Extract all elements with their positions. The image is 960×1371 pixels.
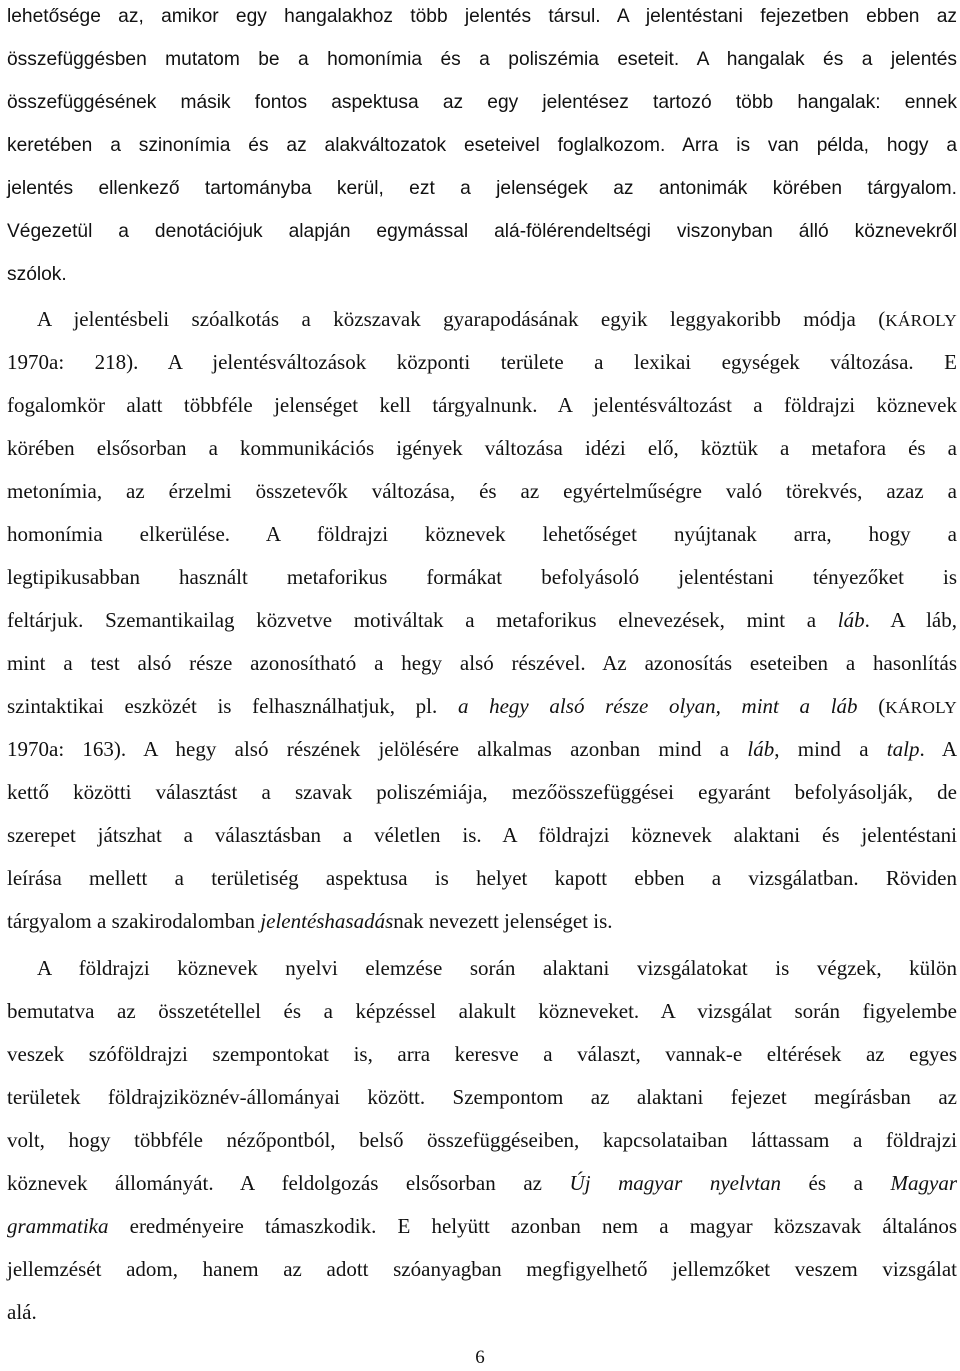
- author-name: KÁROLY: [885, 698, 957, 717]
- text-line: jellemzését adom, hanem az adott szóanyagban megfigyelhető jellemzőket veszem vizsgálat: [7, 1257, 957, 1281]
- text-line: [7, 691, 957, 721]
- text-run: A jelentésbeli szóalkotás a közszavak gyarapodásának egyik leggyakoribb módja (: [37, 307, 886, 331]
- text-run: . A láb,: [864, 608, 957, 632]
- text-line: homonímia elkerülése. A földrajzi köznevek lehetőséget nyújtanak arra, hogy a: [7, 522, 957, 546]
- italic-example: a hegy alsó része olyan, mint a láb: [457, 694, 858, 718]
- text-line: fogalomkör alatt többféle jelenséget kell tárgyalnunk. A jelentésváltozást a földrajzi köznevek: [7, 393, 957, 417]
- text-line: keretében a szinonímia és az alakváltozatok eseteivel foglalkozom. Arra is van példa, hogy a: [7, 135, 957, 156]
- italic-book-title: Magyar: [890, 1171, 957, 1195]
- italic-term: talp: [886, 737, 920, 761]
- text-run: köznevek állományát. A feldolgozás elsősorban az: [7, 1171, 570, 1195]
- text-run: . A: [919, 737, 957, 761]
- text-line: mint a test alsó része azonosítható a hegy alsó részével. Az azonosítás eseteiben a hasonlítás: [7, 651, 957, 675]
- text-line: Végezetül a denotációjuk alapján egymással alá-fölérendeltségi viszonyban álló köznevekről: [7, 221, 957, 242]
- text-line: kettő közötti választást a szavak poliszémiája, mezőösszefüggései egyaránt befolyásolják, de: [7, 780, 957, 804]
- text-line: 1970a: 218). A jelentésváltozások központi területe a lexikai egységek változása. E: [7, 350, 957, 374]
- text-line: leírása mellett a területiség aspektusa is helyet kapott ebben a vizsgálatban. Röviden: [7, 866, 957, 890]
- text-line: körében elsősorban a kommunikációs igények változása idézi elő, köztük a metafora és a: [7, 436, 957, 460]
- paragraph-first-line: [7, 304, 957, 334]
- text-line: összefüggésének másik fontos aspektusa az egy jelentésez tartozó több hangalak: ennek: [7, 92, 957, 113]
- italic-book-title: grammatika: [7, 1214, 109, 1238]
- text-line: [7, 605, 957, 635]
- text-line: lehetősége az, amikor egy hangalakhoz több jelentés társul. A jelentéstani fejezetben ebben az: [7, 6, 957, 27]
- text-line: alá.: [7, 1300, 37, 1324]
- italic-term: láb: [837, 608, 865, 632]
- text-run: 1970a: 163). A hegy alsó részének jelölésére alkalmas azonban mind a: [7, 737, 748, 761]
- text-line: [7, 1211, 957, 1241]
- italic-book-title: Új magyar nyelvtan: [569, 1171, 781, 1195]
- italic-term: jelentéshasadás: [260, 909, 394, 933]
- text-run: feltárjuk. Szemantikailag közvetve motiváltak a metaforikus elnevezések, mint a: [7, 608, 838, 632]
- text-run: eredményeire támaszkodik. E helyütt azonban nem a magyar közszavak általános: [108, 1214, 957, 1238]
- text-line: szólok.: [7, 264, 67, 285]
- text-line: összefüggésben mutatom be a homonímia és a poliszémia eseteit. A hangalak és a jelentés: [7, 49, 957, 70]
- text-line: bemutatva az összetétellel és a képzéssel alakult közneveket. A vizsgálat során figyelembe: [7, 999, 957, 1023]
- text-line: szerepet játszhat a választásban a véletlen is. A földrajzi köznevek alaktani és jelentéstani: [7, 823, 957, 847]
- text-line: volt, hogy többféle nézőpontból, belső összefüggéseiben, kapcsolataiban láttassam a földrajzi: [7, 1128, 957, 1152]
- text-line: területek földrajziköznév-állományai között. Szempontom az alaktani fejezet megírásban az: [7, 1085, 957, 1109]
- text-run: szintaktikai eszközét is felhasználhatjuk, pl.: [7, 694, 458, 718]
- text-line: jelentés ellenkező tartományba kerül, ezt a jelenségek az antonimák körében tárgyalom.: [7, 178, 957, 199]
- text-line: metonímia, az érzelmi összetevők változása, és az egyértelműségre való törekvés, azaz a: [7, 479, 957, 503]
- italic-term: láb: [747, 737, 775, 761]
- text-line: [7, 734, 957, 764]
- text-run: és a: [780, 1171, 891, 1195]
- page-number: 6: [475, 1347, 485, 1368]
- text-line: legtipikusabban használt metaforikus formákat befolyásoló jelentéstani tényezőket is: [7, 565, 957, 589]
- text-run: , mind a: [774, 737, 887, 761]
- text-line: [7, 906, 957, 936]
- paragraph-first-line: A földrajzi köznevek nyelvi elemzése során alaktani vizsgálatokat is végzek, külön: [37, 956, 957, 980]
- text-line: [7, 1168, 957, 1198]
- author-name: KÁROLY: [885, 311, 957, 330]
- text-run: tárgyalom a szakirodalomban: [7, 909, 261, 933]
- text-line: veszek szóföldrajzi szempontokat is, arra keresve a választ, vannak-e eltérések az egyes: [7, 1042, 957, 1066]
- text-run: nak nevezett jelenséget is.: [393, 909, 613, 933]
- text-run: (: [857, 694, 886, 718]
